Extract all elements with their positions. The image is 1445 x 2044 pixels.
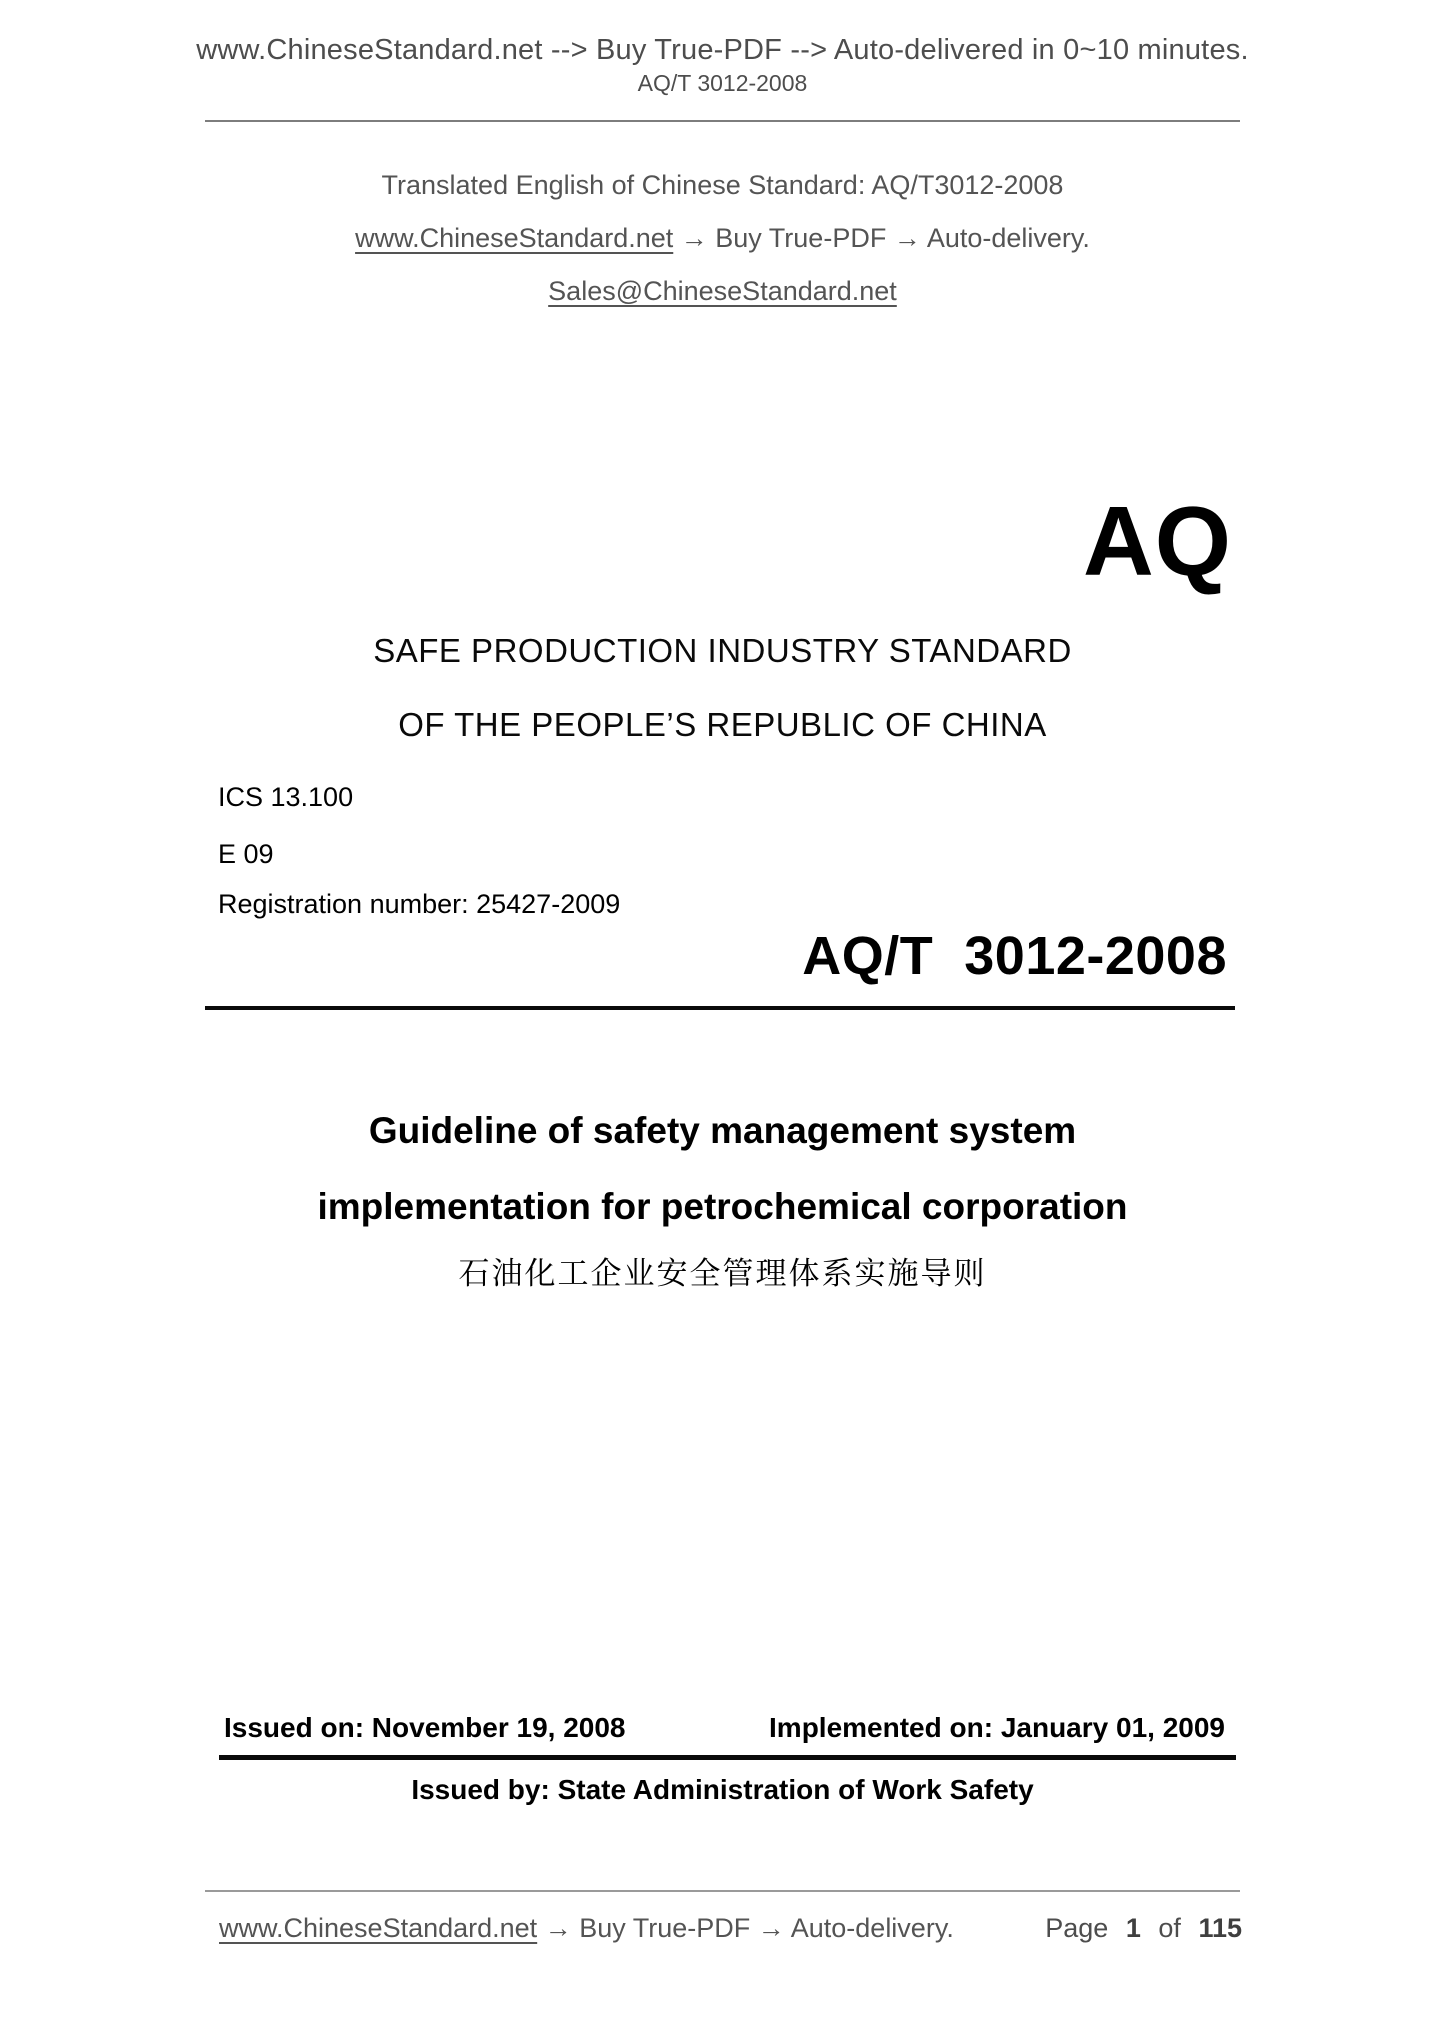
header-top-line: www.ChineseStandard.net --> Buy True-PDF --> Auto-delivered in 0~10 minutes. [196,34,1249,66]
title-line-2: implementation for petrochemical corporation [317,1186,1128,1227]
header-buy-line-rest: → Buy True-PDF → Auto-delivery. [673,223,1090,253]
ics-code: ICS 13.100 [218,782,354,812]
implemented-on-date: Implemented on: January 01, 2009 [769,1712,1225,1743]
registration-number: Registration number: 25427-2009 [218,889,621,919]
page-current: 1 [1125,1913,1141,1943]
header-divider [205,120,1240,122]
issued-on-date: Issued on: November 19, 2008 [224,1712,626,1743]
translated-line: Translated English of Chinese Standard: AQ/T3012-2008 [381,170,1064,200]
sales-email-link[interactable]: Sales@ChineseStandard.net [548,276,897,306]
standard-org-line-2: OF THE PEOPLE’S REPUBLIC OF CHINA [398,706,1047,743]
header-doc-code: AQ/T 3012-2008 [637,70,808,96]
standard-code: AQ/T 3012-2008 [802,926,1227,986]
standard-code-divider [205,1006,1235,1010]
issued-by: Issued by: State Administration of Work Safety [411,1774,1034,1805]
standard-org-line-1: SAFE PRODUCTION INDUSTRY STANDARD [373,632,1072,669]
footer-buy-line-rest: → Buy True-PDF → Auto-delivery. [537,1913,954,1943]
aq-logo: AQ [1083,486,1232,596]
title-line-1: Guideline of safety management system [368,1110,1077,1151]
footer-buy-line [219,1913,954,1944]
page-indicator [1045,1913,1242,1944]
footer-site-link[interactable]: www.ChineseStandard.net [219,1913,538,1943]
header-buy-line [0,223,1445,254]
page-total: 115 [1198,1913,1242,1943]
title-chinese: 石油化工企业安全管理体系实施导则 [458,1256,987,1292]
page-label: Page [1045,1913,1109,1943]
doc-class-code: E 09 [218,839,274,869]
header-email-line [0,276,1445,307]
footer-divider [205,1890,1240,1892]
issuance-row [224,1712,1225,1744]
of-label: of [1158,1913,1181,1943]
issuance-divider [219,1755,1236,1760]
header-site-link[interactable]: www.ChineseStandard.net [355,223,674,253]
